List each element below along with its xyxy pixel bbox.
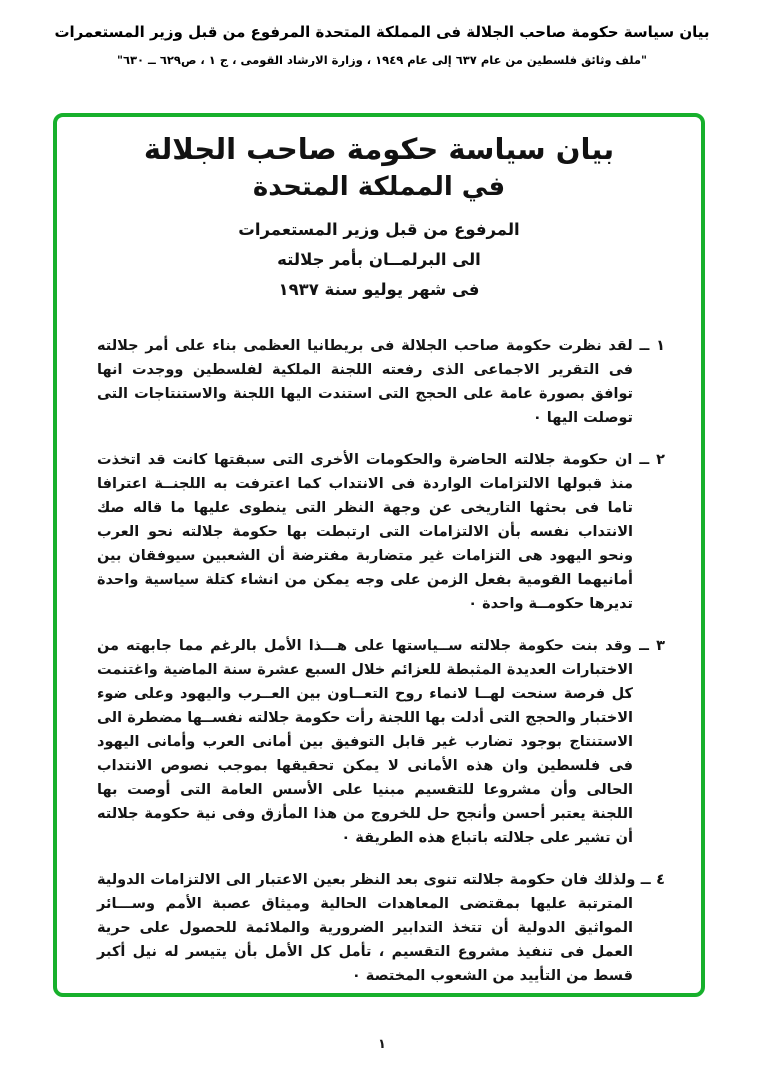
paragraph-3-number: ٣ ــ — [639, 638, 665, 654]
paragraph-1 — [97, 334, 665, 430]
page-number: ١ — [378, 1037, 386, 1052]
paragraph-4 — [97, 868, 665, 988]
paragraph-4-number: ٤ ــ — [640, 872, 665, 888]
paragraph-4-text: ولذلك فان حكومة جلالته تنوى بعد النظر بعين الاعتبار الى الالتزامات الدولية المترتبة عليها بمقتضى المعاهدات الحالية وميثاق عصبة الأمم وســـائر المواثيق الدولية أن تتخذ التدابير الضرورية والملائمة للحصول على حرية العمل فى تنفيذ مشروع التقسيم ، تأمل كل الأمل بأن يتيسر له نيل أكبر قسط من التأييد من الشعوب المختصة ٠ — [97, 872, 636, 984]
paragraph-2 — [97, 448, 665, 616]
paragraph-1-number: ١ ــ — [639, 338, 665, 354]
document-subtitle-1: المرفوع من قبل وزير المستعمرات — [238, 220, 520, 239]
paragraph-2-number: ٢ ــ — [639, 452, 665, 468]
reference-citation: "ملف وثائق فلسطين من عام ٦٣٧ إلى عام ١٩٤٩ ، وزارة الارشاد القومى ، ج ١ ، ص٦٢٩ ــ ٦٣٠" — [116, 53, 648, 67]
document-subtitle-3: فى شهر يوليو سنة ١٩٣٧ — [278, 280, 480, 299]
paragraph-3 — [97, 634, 665, 850]
paragraph-2-text: ان حكومة جلالته الحاضرة والحكومات الأخرى التى سبقتها كانت قد اتخذت منذ قبولها الالتزامات الواردة فى الانتداب كما اعترفت به اللجنــة اعترافا تاما فى بحثها التاريخى عن وجهة النظر التى ينطوى عليها ما قاله صك الانتداب نفسه بأن الالتزامات التى ارتبطت بها حكومة جلالته نحو العرب ونحو اليهود هى التزامات غير متضاربة مفترضة أن الشعبين سيوفقان بين أمانيهما القومية بفعل الزمن على وجه يمكن من انشاء كتلة سياسية واحدة تديرها حكومــة واحدة ٠ — [97, 452, 633, 612]
reference-title: بيان سياسة حكومة صاحب الجلالة فى المملكة المتحدة المرفوع من قبل وزير المستعمرات — [54, 23, 710, 41]
document-title-line1: بيان سياسة حكومة صاحب الجلالة — [143, 132, 615, 166]
document-subtitle-2: الى البرلمــان بأمر جلالته — [277, 250, 481, 269]
document-title-line2: في المملكة المتحدة — [252, 172, 506, 202]
document-body — [97, 334, 665, 988]
title-block — [57, 130, 701, 301]
paragraph-3-text: وقد بنت حكومة جلالته ســياستها على هـــذا الأمل بالرغم مما جابهته من الاختبارات العديدة المثبطة للعزائم خلال السبع عشرة سنة الماضية واغتنمت كل فرصة سنحت لهــا لانماء روح التعــاون بين العــرب واليهود وعلى ضوء الاختبار والحجج التى أدلت بها اللجنة رأت حكومة جلالته نفســها مضطرة الى الاستنتاج بوجود تضارب غير قابل التوفيق بين أمانى العرب وأمانى اليهود فى فلسطين وان هذه الأمانى لا يمكن تحقيقها بموجب نصوص الانتداب الحالى وأن مشروعا للتقسيم مبنيا على الأسس العامة التى أوصت بها اللجنة يعتبر أحسن وأنجح حل للخروج من هذا المأزق وفى نية حكومة جلالته أن تشير على جلالته باتباع هذه الطريقة ٠ — [97, 638, 633, 846]
paragraph-1-text: لقد نظرت حكومة صاحب الجلالة فى بريطانيا العظمى بناء على أمر جلالته فى التقرير الاجماعى الذى رفعته اللجنة الملكية لفلسطين ووجدت انها توافق بصورة عامة على الحجج التى استندت اليها اللجنة والاستنتاجات التى توصلت اليها ٠ — [97, 338, 633, 426]
reference-header — [0, 22, 764, 68]
document-frame — [53, 113, 705, 997]
